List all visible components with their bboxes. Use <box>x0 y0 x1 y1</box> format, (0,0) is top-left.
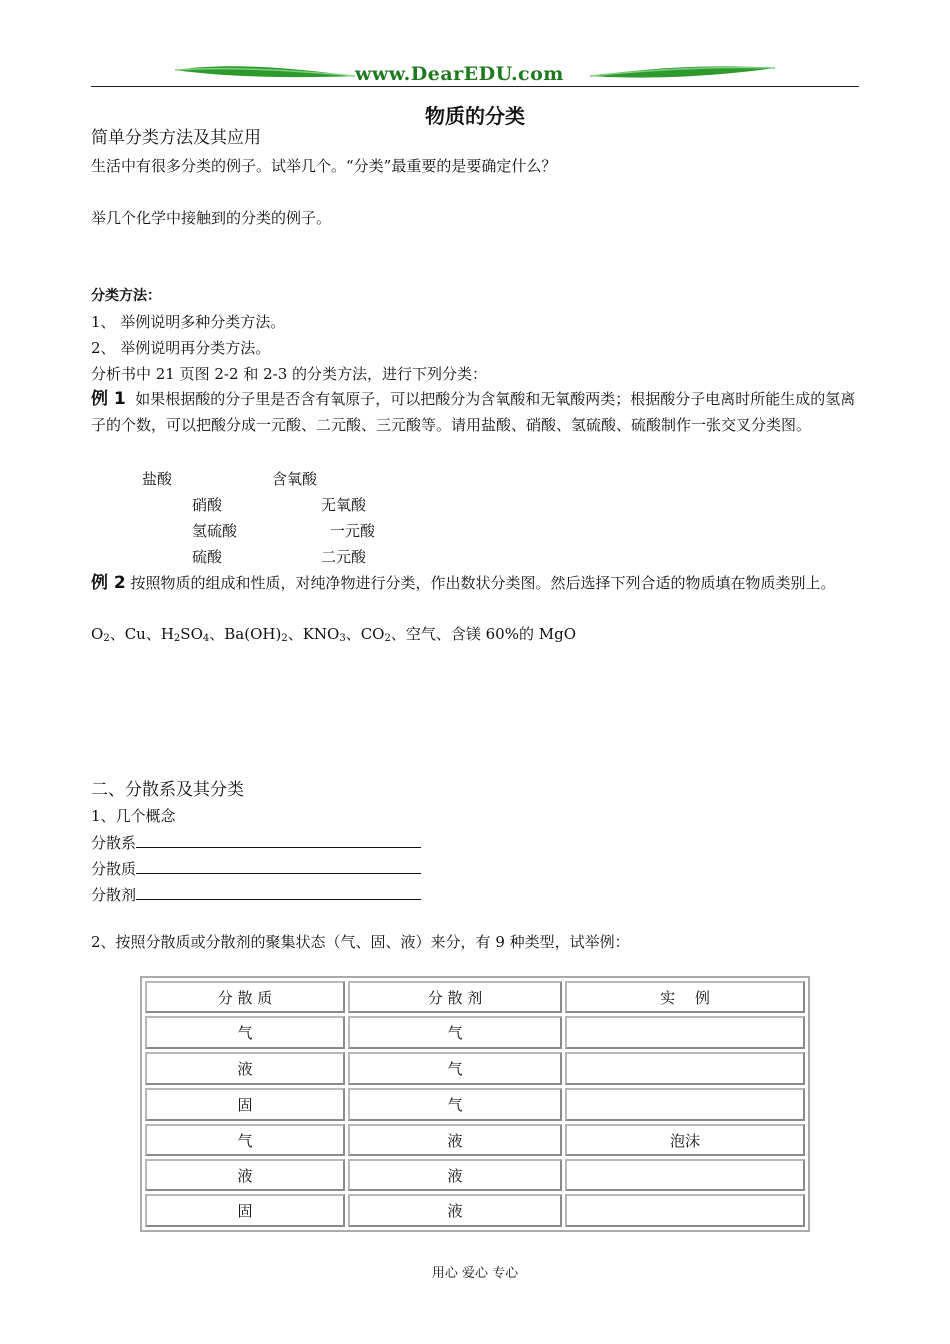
cell-medium: 液 <box>348 1159 562 1191</box>
category-dibasic: 二元酸 <box>321 548 367 566</box>
page-title: 物质的分类 <box>425 104 525 128</box>
acid-hydrochloric: 盐酸 <box>142 470 173 488</box>
table-row <box>145 1124 805 1156</box>
page-footer: 用心 爱心 专心 <box>431 1266 519 1281</box>
cell-dispersed: 气 <box>145 1124 345 1156</box>
example1-text: 如果根据酸的分子里是否含有氧原子，可以把酸分为含氧酸和无氧酸两类；根据酸分子电离时所能生成的氢离子的个数，可以把酸分成一元酸、二元酸、三元酸等。请用盐酸、硝酸、氢硫酸、硫酸制作一张交叉分类图。 <box>91 390 856 434</box>
header-dispersed-phase: 分 散 质 <box>145 981 345 1013</box>
category-oxyacid: 含氧酸 <box>272 470 318 488</box>
dispersion-table <box>140 976 810 1232</box>
header-logo-text: www.DearEDU.com <box>355 63 564 85</box>
header-dispersion-medium: 分 散 剂 <box>348 981 562 1013</box>
cell-example[interactable] <box>565 1052 805 1085</box>
header-rule <box>91 86 859 87</box>
section1-heading: 简单分类方法及其应用 <box>91 128 261 148</box>
cell-medium: 液 <box>348 1194 562 1227</box>
substance-list: $O_2$、Cu、$H_2SO_4$、$Ba(OH)_2$、$KNO_3$、$CO_2$、空气、含镁 60%的 MgO <box>91 625 576 644</box>
example2-label: 例 2 <box>91 573 126 593</box>
cell-dispersed: 固 <box>145 1088 345 1121</box>
example1-label: 例 1 <box>91 389 126 409</box>
example1-paragraph <box>91 386 861 438</box>
cell-example[interactable] <box>565 1016 805 1049</box>
method-item-2: 2、 举例说明再分类方法。 <box>91 339 271 357</box>
cell-medium: 气 <box>348 1016 562 1049</box>
category-anoxyacid: 无氧酸 <box>321 496 367 514</box>
concepts-heading: 1、几个概念 <box>91 807 176 825</box>
cell-medium: 气 <box>348 1088 562 1121</box>
table-header-row <box>145 981 805 1013</box>
cell-dispersed: 液 <box>145 1159 345 1191</box>
cell-example[interactable] <box>565 1088 805 1121</box>
acid-nitric: 硝酸 <box>192 496 223 514</box>
concept-dispersion-medium: 分散剂 <box>91 884 421 905</box>
table-row <box>145 1194 805 1227</box>
cell-dispersed: 气 <box>145 1016 345 1049</box>
acid-hydrosulfuric: 氢硫酸 <box>192 522 238 540</box>
blank-line[interactable] <box>136 858 421 874</box>
example2-text: 按照物质的组成和性质，对纯净物进行分类，作出数状分类图。然后选择下列合适的物质填在物质类别上。 <box>130 574 836 592</box>
category-monobasic: 一元酸 <box>330 522 376 540</box>
cell-dispersed: 固 <box>145 1194 345 1227</box>
cell-dispersed: 液 <box>145 1052 345 1085</box>
concept-dispersion-system: 分散系 <box>91 832 421 853</box>
method-item-1: 1、 举例说明多种分类方法。 <box>91 313 286 331</box>
classification-question: 2、按照分散质或分散剂的聚集状态（气、固、液）来分，有 9 种类型，试举例： <box>91 933 630 951</box>
table-row <box>145 1016 805 1049</box>
table-row <box>145 1159 805 1191</box>
table-row <box>145 1052 805 1085</box>
analysis-instruction: 分析书中 21 页图 2-2 和 2-3 的分类方法，进行下列分类： <box>91 365 488 383</box>
header-example: 实 例 <box>565 981 805 1013</box>
cell-medium: 气 <box>348 1052 562 1085</box>
blank-line[interactable] <box>136 884 421 900</box>
cell-example[interactable]: 泡沫 <box>565 1124 805 1156</box>
question-2: 举几个化学中接触到的分类的例子。 <box>91 209 332 227</box>
methods-heading: 分类方法： <box>91 288 161 304</box>
section2-heading: 二、分散系及其分类 <box>91 780 244 800</box>
acid-sulfuric: 硫酸 <box>192 548 223 566</box>
example2-paragraph <box>91 570 861 596</box>
blank-line[interactable] <box>136 832 421 848</box>
cell-example[interactable] <box>565 1194 805 1227</box>
table-row <box>145 1088 805 1121</box>
cell-example[interactable] <box>565 1159 805 1191</box>
concept-dispersed-phase: 分散质 <box>91 858 421 879</box>
cell-medium: 液 <box>348 1124 562 1156</box>
question-1: 生活中有很多分类的例子。试举几个。“分类”最重要的是要确定什么？ <box>91 157 557 175</box>
